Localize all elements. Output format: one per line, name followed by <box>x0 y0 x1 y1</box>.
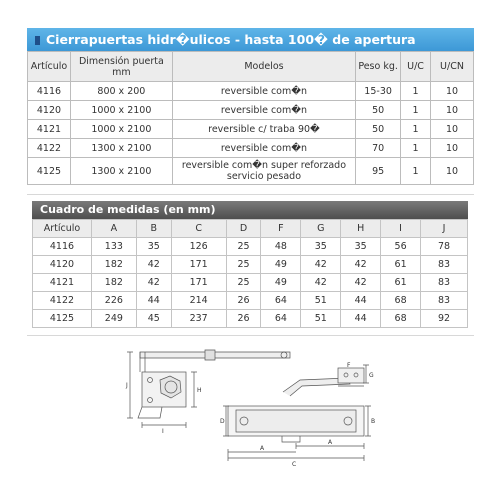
cell: 35 <box>341 238 381 256</box>
col-header: I <box>381 220 421 238</box>
cell: 133 <box>91 238 136 256</box>
cell: 42 <box>301 274 341 292</box>
cell: 26 <box>226 292 261 310</box>
cell: reversible com�n <box>172 101 355 120</box>
cell: 4125 <box>28 158 71 185</box>
cell: 50 <box>356 101 401 120</box>
cell: 1 <box>401 82 431 101</box>
cell: 68 <box>381 292 421 310</box>
front-view-arm <box>140 350 290 372</box>
dim-label-a-side: A <box>328 439 333 446</box>
col-header: A <box>91 220 136 238</box>
cell: 64 <box>261 310 301 328</box>
cell: 4116 <box>33 238 92 256</box>
cell: 4121 <box>28 120 71 139</box>
cell: 64 <box>261 292 301 310</box>
cell: 44 <box>136 292 171 310</box>
cell: 42 <box>136 274 171 292</box>
cell: 126 <box>171 238 226 256</box>
cell: 237 <box>171 310 226 328</box>
col-header: B <box>136 220 171 238</box>
col-header: H <box>341 220 381 238</box>
cell: reversible com�n <box>172 139 355 158</box>
cell: 25 <box>226 238 261 256</box>
cell: 83 <box>421 292 468 310</box>
cell: 1 <box>401 120 431 139</box>
dim-label-a: A <box>260 445 265 452</box>
cell: 800 x 200 <box>70 82 172 101</box>
cell: reversible com�n super reforzado servicio pesado <box>172 158 355 185</box>
cell: 49 <box>261 274 301 292</box>
cell: 1300 x 2100 <box>70 158 172 185</box>
cell: 35 <box>136 238 171 256</box>
cell: 45 <box>136 310 171 328</box>
cell: reversible c/ traba 90� <box>172 120 355 139</box>
cell: 42 <box>341 274 381 292</box>
cell: 4116 <box>28 82 71 101</box>
col-header: C <box>171 220 226 238</box>
cell: 226 <box>91 292 136 310</box>
cell: 214 <box>171 292 226 310</box>
side-view-arm <box>283 368 364 396</box>
cell: 70 <box>356 139 401 158</box>
cell: 42 <box>341 256 381 274</box>
cell: 56 <box>381 238 421 256</box>
cell: 95 <box>356 158 401 185</box>
cell: 15-30 <box>356 82 401 101</box>
cell: 61 <box>381 274 421 292</box>
cell: 10 <box>431 82 474 101</box>
cell: 92 <box>421 310 468 328</box>
cell: reversible com�n <box>172 82 355 101</box>
cell: 10 <box>431 158 474 185</box>
cell: 25 <box>226 274 261 292</box>
dim-label-c: C <box>292 461 297 468</box>
cell: 44 <box>341 310 381 328</box>
cell: 1000 x 2100 <box>70 101 172 120</box>
cell: 44 <box>341 292 381 310</box>
cell: 25 <box>226 256 261 274</box>
dim-label-f: F <box>347 362 351 369</box>
cell: 4122 <box>28 139 71 158</box>
cell: 51 <box>301 292 341 310</box>
cell: 35 <box>301 238 341 256</box>
cell: 1300 x 2100 <box>70 139 172 158</box>
cell: 51 <box>301 310 341 328</box>
cell: 4120 <box>33 256 92 274</box>
cell: 68 <box>381 310 421 328</box>
cell: 50 <box>356 120 401 139</box>
cell: 61 <box>381 256 421 274</box>
cell: 83 <box>421 274 468 292</box>
dim-label-i: I <box>162 428 164 435</box>
dimensions-table-title: Cuadro de medidas (en mm) <box>32 201 468 219</box>
dim-label-h: H <box>197 387 202 394</box>
cell: 4121 <box>33 274 92 292</box>
cell: 4122 <box>33 292 92 310</box>
dim-label-d: D <box>220 418 225 425</box>
dim-label-g: G <box>369 372 374 379</box>
dim-label-j: J <box>126 382 128 389</box>
cell: 26 <box>226 310 261 328</box>
col-header: U/C <box>401 52 431 82</box>
cell: 78 <box>421 238 468 256</box>
col-header: Artículo <box>33 220 92 238</box>
col-header: G <box>301 220 341 238</box>
cell: 1 <box>401 139 431 158</box>
cell: 42 <box>136 256 171 274</box>
col-header: Artículo <box>28 52 71 82</box>
col-header: U/CN <box>431 52 474 82</box>
cell: 1 <box>401 101 431 120</box>
side-view-body <box>228 406 364 442</box>
col-header: D <box>226 220 261 238</box>
cell: 4125 <box>33 310 92 328</box>
cell: 42 <box>301 256 341 274</box>
front-view-body <box>138 372 186 418</box>
cell: 4120 <box>28 101 71 120</box>
cell: 83 <box>421 256 468 274</box>
cell: 49 <box>261 256 301 274</box>
dim-label-b: B <box>371 418 376 425</box>
cell: 10 <box>431 120 474 139</box>
cell: 182 <box>91 274 136 292</box>
cell: 1 <box>401 158 431 185</box>
cell: 1000 x 2100 <box>70 120 172 139</box>
cell: 171 <box>171 274 226 292</box>
col-header: Dimensión puerta mm <box>70 52 172 82</box>
col-header: J <box>421 220 468 238</box>
cell: 249 <box>91 310 136 328</box>
col-header: Peso kg. <box>356 52 401 82</box>
cell: 48 <box>261 238 301 256</box>
col-header: F <box>261 220 301 238</box>
cell: 171 <box>171 256 226 274</box>
cell: 10 <box>431 101 474 120</box>
cell: 10 <box>431 139 474 158</box>
col-header: Modelos <box>172 52 355 82</box>
models-table-title: Cierrapuertas hidr�ulicos - hasta 100� de apertura <box>46 32 416 47</box>
cell: 182 <box>91 256 136 274</box>
